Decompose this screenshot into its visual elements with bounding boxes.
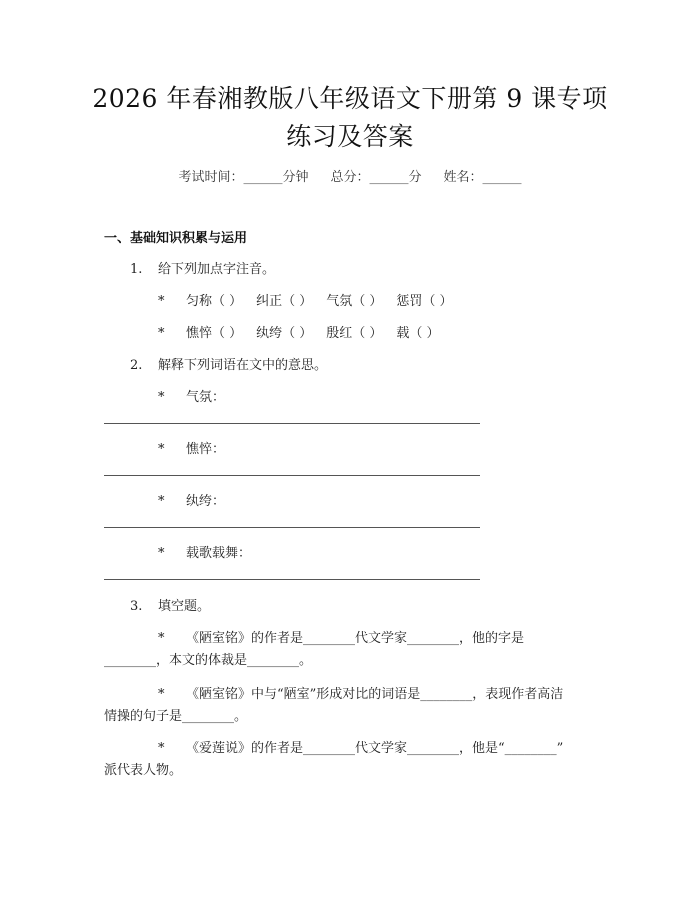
fill-blank-text: ________，本文的体裁是________。 (104, 653, 313, 668)
pinyin-item: 纠正（ ） (256, 294, 313, 309)
question-text: 给下列加点字注音。 (158, 262, 276, 277)
pinyin-item: 载（ ） (396, 326, 440, 341)
answer-line[interactable] (104, 423, 480, 424)
definition-item (158, 440, 225, 460)
fill-blank-text: 派代表人物。 (104, 763, 183, 778)
fill-blank-text: 《陋室铭》中与“陋室”形成对比的词语是________，表现作者高洁 (186, 687, 564, 702)
answer-line[interactable] (104, 527, 480, 528)
question-text: 填空题。 (158, 599, 211, 614)
definition-term: 气氛： (186, 390, 226, 405)
fill-blank-text: 情操的句子是________。 (104, 709, 248, 724)
section-heading: 一、基础知识积累与运用 (104, 231, 248, 246)
pinyin-item: 纨绔（ ） (256, 326, 313, 341)
exam-meta (0, 168, 700, 188)
definition-item (158, 492, 225, 512)
page-title-line-1: 2026 年春湘教版八年级语文下册第 9 课专项 (92, 84, 608, 113)
bullet-mark: * (158, 442, 165, 457)
exam-total-score: 总分：______分 (330, 170, 422, 185)
question-2 (130, 356, 327, 376)
definition-term: 憔悴： (186, 442, 226, 457)
question-number: 2. (130, 358, 143, 373)
pinyin-row-1 (158, 292, 467, 312)
bullet-mark: * (158, 741, 165, 756)
pinyin-item: 匀称（ ） (186, 294, 243, 309)
fill-blank-item-1 (104, 628, 604, 672)
bullet-mark: * (158, 326, 165, 341)
definition-term: 纨绔： (186, 494, 226, 509)
answer-line[interactable] (104, 579, 480, 580)
pinyin-item: 惩罚（ ） (396, 294, 453, 309)
question-number: 1. (130, 262, 143, 277)
definition-term: 载歌载舞： (186, 546, 252, 561)
pinyin-item: 殷红（ ） (326, 326, 383, 341)
bullet-mark: * (158, 494, 165, 509)
exam-name: 姓名：______ (443, 170, 522, 185)
question-1 (130, 260, 275, 280)
answer-line[interactable] (104, 475, 480, 476)
fill-blank-item-2 (104, 684, 604, 728)
question-3 (130, 597, 210, 617)
definition-item (158, 544, 251, 564)
definition-item (158, 388, 225, 408)
bullet-mark: * (158, 546, 165, 561)
fill-blank-item-3 (104, 738, 604, 782)
pinyin-item: 憔悴（ ） (186, 326, 243, 341)
question-text: 解释下列词语在文中的意思。 (158, 358, 328, 373)
fill-blank-text: 《爱莲说》的作者是________代文学家________，他是“________” (186, 741, 564, 756)
exam-time: 考试时间：______分钟 (178, 170, 309, 185)
question-number: 3. (130, 599, 143, 614)
bullet-mark: * (158, 687, 165, 702)
page-title-line-2: 练习及答案 (286, 122, 414, 151)
fill-blank-text: 《陋室铭》的作者是________代文学家________，他的字是 (186, 631, 525, 646)
pinyin-row-2 (158, 324, 454, 344)
pinyin-item: 气氛（ ） (326, 294, 383, 309)
bullet-mark: * (158, 390, 165, 405)
bullet-mark: * (158, 631, 165, 646)
bullet-mark: * (158, 294, 165, 309)
